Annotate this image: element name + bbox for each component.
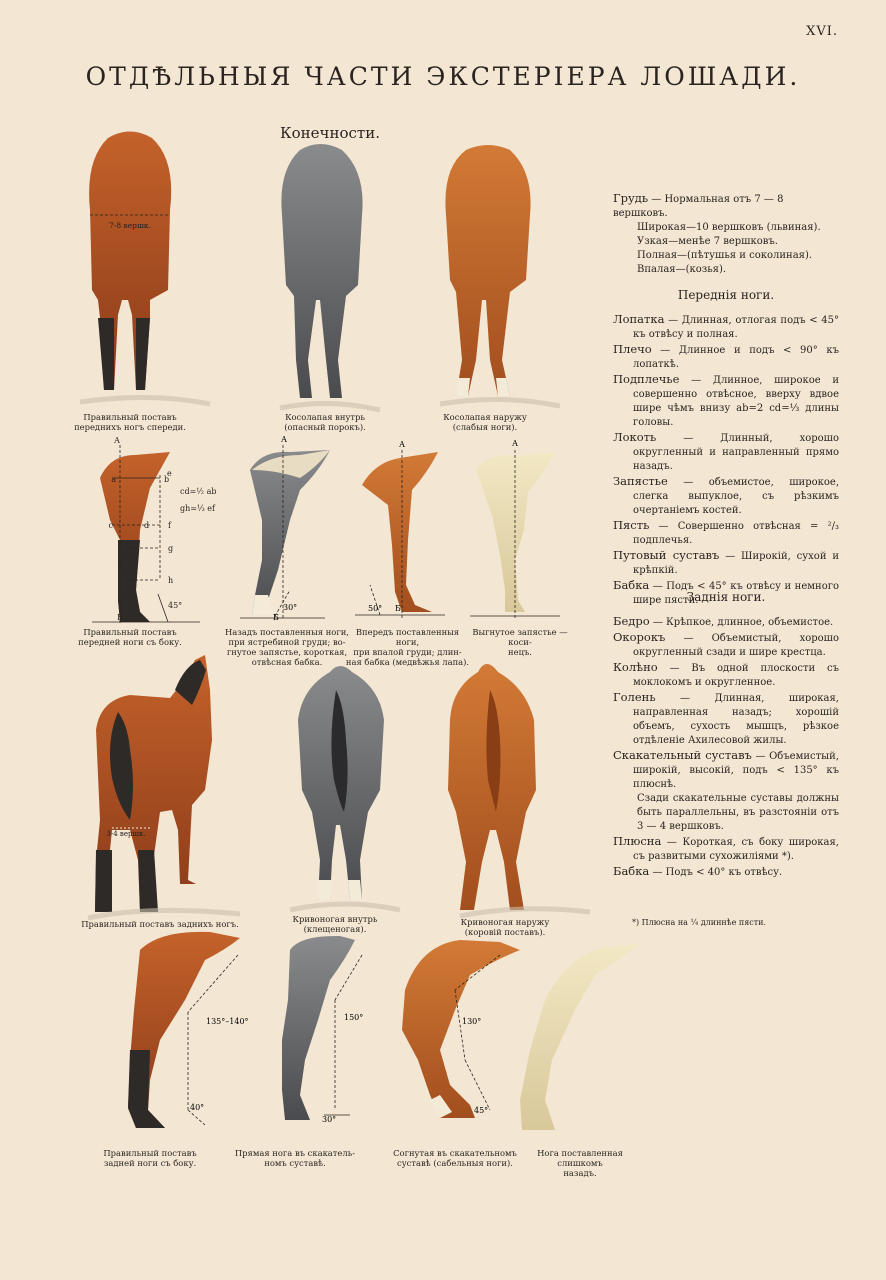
ratio-cd-label: cd=½ ab [180,487,217,496]
front-item: Путовый суставъ — Широкій, сухой и крѣпкій. [613,548,839,576]
front-item: Лопатка — Длинная, отлогая подъ < 45° къ отвѣсу и полная. [613,312,839,340]
point-c: c [108,521,113,530]
angle-label-3: 50° [368,604,383,613]
angle-label-1: 45° [168,601,183,610]
caption-r4c3: Согнутая въ скакательномъ суставѣ (сабельныя ноги). [393,1148,517,1168]
angle-label-5: 40° [190,1103,205,1112]
hind-item: Окорокъ — Объемистый, хорошо округленный сзади и шире крестца. [613,630,839,658]
caption-r2c3: Впередъ поставленныя ноги, при впалой груди; длин- ная бабка (медвѣжья лапа). [345,627,470,667]
caption-r4c1: Правильный поставъ задней ноги съ боку. [103,1148,197,1168]
front-legs-heading: Переднія ноги. [677,288,775,302]
fig-front-toe-in [280,144,380,410]
chest-width-label: 7-8 вершк. [109,221,151,230]
caption-r4c2: Прямая нога въ скакатель- номъ суставѣ. [234,1148,356,1168]
point-f: f [168,521,171,530]
caption-r3c2: Кривоногая внутрь (клещеногая). [292,914,378,934]
plate-subtitle: Конечности. [280,124,380,142]
point-B-2: Б [273,613,279,622]
plate-title: ОТДѢЛЬНЫЯ ЧАСТИ ЭКСТЕРІЕРА ЛОШАДИ. [85,62,801,91]
front-item: Локоть — Длинный, хорошо округленный и направленный прямо назадъ. [613,430,839,472]
front-item: Плечо — Длинное и подъ < 90° къ лопаткѣ. [613,342,839,370]
front-item: Бабка — Подъ < 45° къ отвѣсу и немного шире пясти. [613,578,839,606]
fig-front-side-forward [355,440,445,618]
caption-r2c1: Правильный поставъ передней ноги съ боку. [78,627,182,647]
fig-hind-bow-legged [448,664,590,916]
hind-legs-section [613,614,839,880]
hock-note: Сзади скакательные суставы должны быть параллельны, въ разстояніи отъ 3 — 4 вершковъ. [637,793,839,832]
fig-front-side-calf-knee [470,439,560,618]
caption-r2c2: Назадъ поставленныя ноги, при ястребиной груди; во- гнутое запястье, короткая, отвѣсная бабка. [225,627,349,667]
point-A-3: A [399,440,405,449]
fig-front-side-correct [92,445,200,625]
front-legs-section [613,312,839,608]
footnote: *) Плюсна на ¼ длиннѣе пясти. [632,918,767,927]
point-h: h [168,576,174,585]
hind-item: Бабка — Подъ < 40° къ отвѣсу. [613,864,783,878]
point-A-2: A [281,435,287,444]
hind-item: Колѣно — Въ одной плоскости съ моклокомъ и округленное. [613,660,839,688]
chest-lead: Грудь [613,191,649,205]
chest-line: — Нормальная отъ 7 — 8 вершковъ. [613,194,784,219]
hock-gap-label: 3-4 вершк. [106,830,146,838]
point-A-1: A [114,436,120,445]
hind-item: Плюсна — Короткая, съ боку широкая, съ развитыми сухожиліями *). [613,834,839,862]
caption-r1c2: Косолапая внутрь (опасный порокъ). [284,412,366,432]
point-b: b [164,475,170,484]
point-B: Б [117,613,123,622]
front-item: Подплечье — Длинное, широкое и совершенно отвѣсное, вверху вдвое шире чѣмъ внизу ab=2 cd=⅓ длины головы. [613,372,839,428]
angle-label-8: 130° [462,1017,482,1026]
angle-label-6: 150° [344,1013,364,1022]
point-A-4: A [512,439,518,448]
ratio-gh-label: gh=⅓ ef [180,504,215,513]
fig-hind-cow-hocked [290,666,400,910]
hind-item: Голень — Длинная, широкая, направленная назадъ; хорошій объемъ, сухость мышцъ, рѣзкое отдѣленіе Ахилесовой жилы. [613,690,839,746]
caption-r3c1: Правильный поставъ заднихъ ногъ. [81,919,239,929]
caption-r3c3: Кривоногая наружу (коровій поставъ). [460,917,550,937]
page-number: XVI. [806,24,838,39]
angle-label-2: 30° [283,603,298,612]
fig-front-toe-out [440,145,560,406]
front-item: Пясть — Совершенно отвѣсная = ²/₃ подплечья. [613,518,839,546]
fig-hind-correct [88,655,240,918]
point-B-3: Б [395,604,401,613]
fig-front-side-back [240,435,330,622]
fig-hind-side-sickle [402,940,520,1118]
caption-r4c4: Нога поставленная слишкомъ назадъ. [537,1148,623,1178]
fig-hind-side-straight [282,936,363,1124]
chest-line: Полная—(пѣтушья и соколиная). [637,250,813,261]
angle-label-7: 30° [322,1115,337,1124]
angle-label-9: 45° [474,1106,489,1115]
chest-line: Впалая—(козья). [637,264,727,275]
front-item: Запястье — объемистое, широкое, слегка выпуклое, съ рѣзкимъ очертаніемъ костей. [613,474,840,516]
point-g: g [168,544,174,553]
point-d: d [144,521,150,530]
fig-hind-side-correct [128,932,249,1128]
hind-item: Бедро — Крѣпкое, длинное, объемистое. [613,614,834,628]
caption-r1c3: Косолапая наружу (слабыя ноги). [443,412,527,432]
caption-r2c4: Выгнутое запястье — коси- нецъ. [472,627,568,657]
fig-hind-side-camped-out [520,944,640,1130]
angle-label-4: 135°–140° [206,1017,249,1026]
hind-legs-heading: Заднія ноги. [686,590,766,604]
point-a: a [111,475,116,484]
chest-section [613,191,839,277]
hind-item: Скакательный суставъ — Объемистый, широкій, высокій, подъ < 135° къ плюснѣ. [613,748,839,790]
caption-r1c1: Правильный поставъ переднихъ ногъ спереди. [74,412,186,432]
chest-line: Широкая—10 вершковъ (львиная). [637,222,821,233]
fig-front-correct [80,132,210,405]
point-e: e [167,469,172,478]
chest-line: Узкая—менѣе 7 вершковъ. [637,236,778,247]
